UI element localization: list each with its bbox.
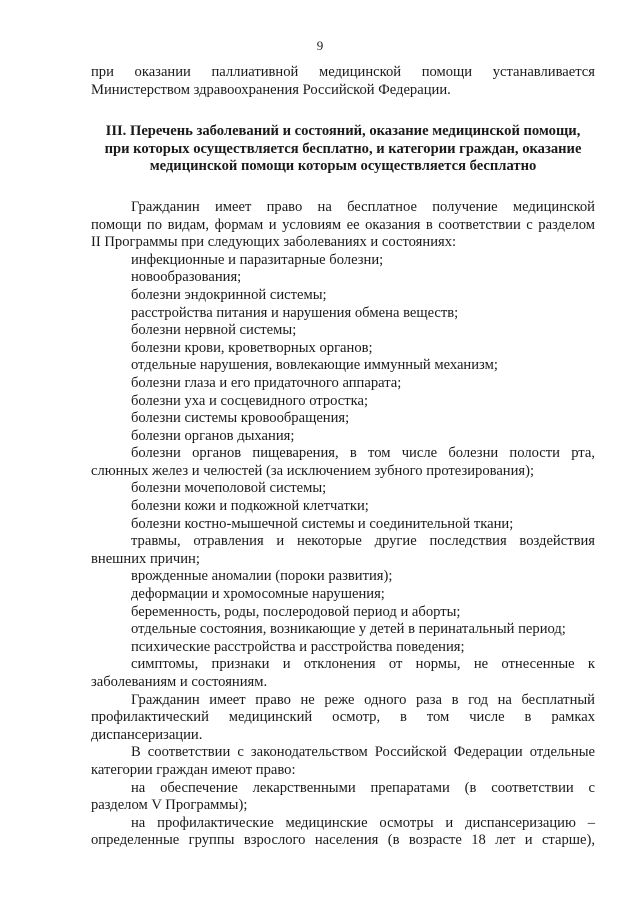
list-item	[91, 533, 595, 568]
checkup-paragraph	[91, 692, 595, 745]
continuation-line-1: при оказании паллиативной медицинской помощи устанавливается	[91, 64, 595, 80]
section-heading-line-3: медицинской помощи которым осуществляется бесплатно	[149, 158, 537, 175]
list-item: врожденные аномалии (пороки развития);	[131, 568, 393, 585]
list-item: болезни системы кровообращения;	[131, 410, 350, 427]
list-item: болезни мочеполовой системы;	[131, 480, 327, 497]
list-item: болезни нервной системы;	[131, 322, 297, 339]
list-item: новообразования;	[131, 269, 242, 286]
continuation-paragraph	[91, 64, 595, 99]
list-item: инфекционные и паразитарные болезни;	[131, 251, 384, 268]
list-item	[91, 656, 595, 691]
list-item: болезни кожи и подкожной клетчатки;	[131, 498, 369, 515]
section-heading	[91, 123, 595, 176]
list-item: психические расстройства и расстройства поведения;	[131, 638, 465, 655]
continuation-line-2: Министерством здравоохранения Российской Федерации.	[91, 81, 451, 98]
list-item-line-2: внешних причин;	[91, 550, 200, 567]
list-item: расстройства питания и нарушения обмена веществ;	[131, 304, 459, 321]
checkup-line-3: диспансеризации.	[91, 726, 203, 743]
list-item: болезни уха и сосцевидного отростка;	[131, 392, 369, 409]
list-item: болезни глаза и его придаточного аппарата;	[131, 374, 402, 391]
categories-line-2: категории граждан имеют право:	[91, 761, 296, 778]
list-item-line-1: на обеспечение лекарственными препаратами (в соответствии с	[131, 779, 595, 796]
list-item-line-2: разделом V Программы);	[91, 797, 248, 814]
list-item-line-2: определенные группы взрослого населения (в возрасте 18 лет и старше),	[91, 832, 595, 849]
intro-line-3: II Программы при следующих заболеваниях и состояниях:	[91, 234, 457, 251]
list-item-line-1: болезни органов пищеварения, в том числе болезни полости рта,	[131, 445, 595, 462]
disease-list	[91, 252, 595, 692]
list-item	[91, 445, 595, 480]
list-item-line-1: травмы, отравления и некоторые другие последствия воздействия	[131, 533, 595, 550]
intro-line-2: помощи по видам, формам и условиям ее оказания в соответствии с разделом	[91, 216, 595, 233]
list-item: отдельные нарушения, вовлекающие иммунный механизм;	[131, 357, 498, 374]
rights-list	[91, 780, 595, 850]
intro-paragraph	[91, 199, 595, 252]
intro-line-1: Гражданин имеет право на бесплатное получение медицинской	[131, 198, 595, 215]
checkup-line-2: профилактический медицинский осмотр, в том числе в рамках	[91, 709, 595, 726]
section-heading-line-1: III. Перечень заболеваний и состояний, оказание медицинской помощи,	[105, 123, 581, 140]
section-heading-line-2: при которых осуществляется бесплатно, и категории граждан, оказание	[104, 140, 582, 157]
page-number: 9	[316, 38, 324, 53]
document-body	[91, 64, 595, 850]
checkup-line-1: Гражданин имеет право не реже одного раза в год на бесплатный	[131, 691, 595, 708]
list-item: беременность, роды, послеродовой период и аборты;	[131, 603, 461, 620]
list-item-line-2: заболеваниям и состояниям.	[91, 674, 268, 690]
list-item-line-1: на профилактические медицинские осмотры и диспансеризацию –	[131, 814, 595, 831]
list-item: болезни костно-мышечной системы и соединительной ткани;	[131, 515, 514, 532]
categories-paragraph	[91, 744, 595, 779]
list-item-line-2: слюнных желез и челюстей (за исключением зубного протезирования);	[91, 462, 535, 479]
list-item: болезни эндокринной системы;	[131, 286, 327, 303]
list-item	[91, 815, 595, 850]
categories-line-1: В соответствии с законодательством Российской Федерации отдельные	[131, 744, 595, 761]
list-item	[91, 780, 595, 815]
list-item: болезни органов дыхания;	[131, 427, 295, 444]
list-item: деформации и хромосомные нарушения;	[131, 586, 385, 603]
list-item-line-1: симптомы, признаки и отклонения от нормы, не отнесенные к	[131, 656, 595, 673]
list-item: отдельные состояния, возникающие у детей в перинатальный период;	[131, 621, 566, 638]
list-item: болезни крови, кроветворных органов;	[131, 339, 373, 356]
